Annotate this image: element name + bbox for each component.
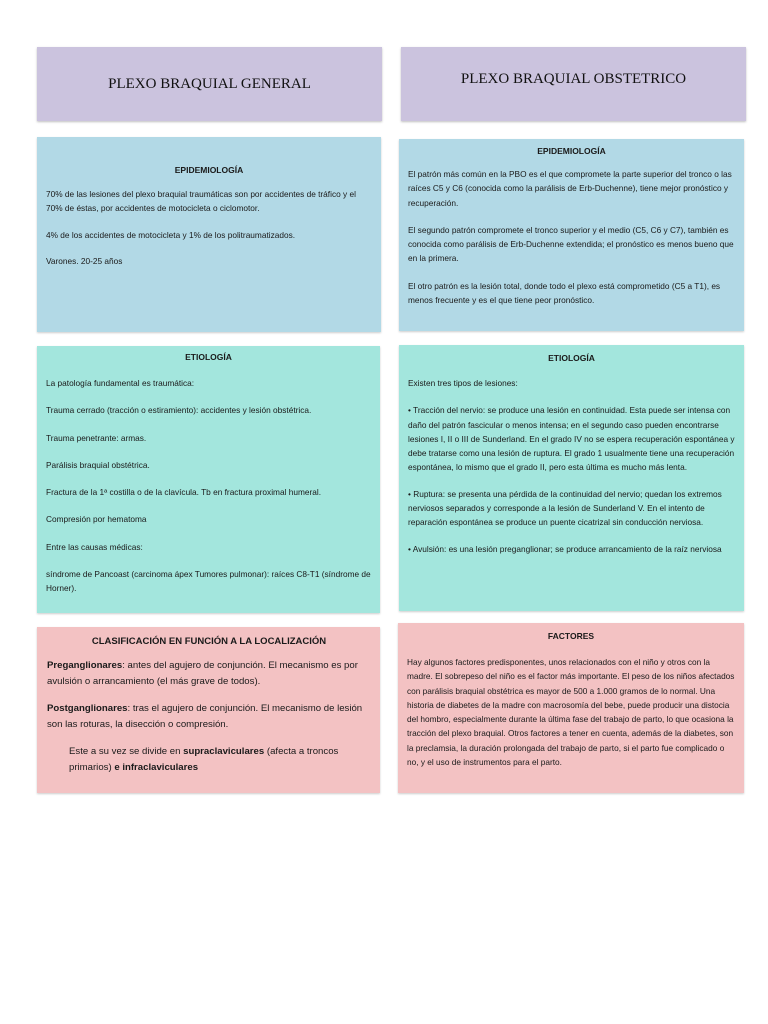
supraclaviculares-term: supraclaviculares bbox=[183, 746, 265, 757]
epidemiologia-obstetrico-p1: El patrón más común en la PBO es el que compromete la parte superior del tronco o las raíces C5 y C6 (conocida como la parálisis de Erb-Duchenne), tiene mejor pronóstico y recuperación. bbox=[408, 169, 732, 208]
etiologia-general-heading: ETIOLOGÍA bbox=[185, 352, 232, 362]
factores-card bbox=[398, 623, 744, 793]
clasificacion-card bbox=[37, 627, 380, 793]
etiologia-general-item: síndrome de Pancoast (carcinoma ápex Tumores pulmonar): raíces C8-T1 (síndrome de Horner). bbox=[46, 569, 371, 594]
postganglionares-term: Postganglionares bbox=[47, 703, 128, 714]
epidemiologia-general-p2: 4% de los accidentes de motocicleta y 1% de los politraumatizados. bbox=[46, 229, 296, 240]
title-general: PLEXO BRAQUIAL GENERAL bbox=[108, 75, 311, 92]
clasificacion-subdivision bbox=[47, 744, 371, 776]
postganglionares-text: : tras el agujero de conjunción. El mecanismo de lesión son las roturas, la disección o compresión. bbox=[47, 703, 363, 730]
epidemiologia-general-p3: Varones. 20-25 años bbox=[46, 255, 123, 266]
etiologia-obstetrico-bullet-ruptura: • Ruptura: se presenta una pérdida de la continuidad del nervio; quedan los extremos nerviosos separados y corresponde a la lesión de Sunderland V. En el intento de reparación espontánea se produce un puente cicatrizal sin conducción nerviosa. bbox=[408, 488, 722, 528]
infraclaviculares-term: e infraclaviculares bbox=[114, 762, 199, 773]
epidemiologia-obstetrico-p3: El otro patrón es la lesión total, donde todo el plexo está comprometido (C5 a T1), es menos frecuente y es el que tiene peor pronóstico. bbox=[408, 280, 721, 306]
preganglionares-text: : antes del agujero de conjunción. El mecanismo es por avulsión o arrancamiento (el más grave de todos). bbox=[47, 660, 358, 687]
etiologia-general-card bbox=[37, 346, 380, 613]
etiologia-general-item: Trauma cerrado (tracción o estiramiento): accidentes y lesión obstétrica. bbox=[46, 405, 312, 416]
etiologia-general-item: Fractura de la 1ª costilla o de la clavícula. Tb en fractura proximal humeral. bbox=[46, 487, 321, 498]
etiologia-general-item: Entre las causas médicas: bbox=[46, 541, 143, 552]
etiologia-obstetrico-bullet-traccion: • Tracción del nervio: se produce una lesión en continuidad. Esta puede ser intensa con daño del patrón fascicular o menos intensa; en el segundo caso pueden encontrarse lesiones I, II o III de Sunderland. En el grado IV no se espera recuperación espontánea y debe tratarse como una lesión de ruptura. El grado 1 usualmente tiene una recuperación espontánea, lo mismo que el grado II, pero esta última es mucho más lenta. bbox=[408, 405, 735, 473]
etiologia-obstetrico-card bbox=[399, 345, 744, 611]
epidemiologia-obstetrico-heading: EPIDEMIOLOGÍA bbox=[537, 146, 606, 156]
title-box-general bbox=[37, 47, 382, 121]
etiologia-general-item: Compresión por hematoma bbox=[46, 514, 147, 525]
clasificacion-postganglionares bbox=[47, 701, 371, 733]
preganglionares-term: Preganglionares bbox=[47, 660, 123, 671]
etiologia-obstetrico-intro: Existen tres tipos de lesiones: bbox=[408, 378, 518, 388]
etiologia-obstetrico-heading: ETIOLOGÍA bbox=[548, 353, 595, 363]
epidemiologia-obstetrico-card bbox=[399, 139, 744, 331]
title-obstetrico: PLEXO BRAQUIAL OBSTETRICO bbox=[460, 71, 687, 87]
etiologia-general-item: La patología fundamental es traumática: bbox=[46, 378, 195, 388]
epidemiologia-general-card bbox=[37, 137, 381, 332]
etiologia-general-item: Trauma penetrante: armas. bbox=[46, 432, 147, 443]
epidemiologia-obstetrico-p2: El segundo patrón compromete el tronco superior y el medio (C5, C6 y C7), también es conocida como parálisis de Erb-Duchenne extendida; el pronóstico es menos bueno que en la primera. bbox=[408, 224, 734, 264]
clasificacion-preganglionares bbox=[47, 658, 371, 690]
factores-heading: FACTORES bbox=[547, 631, 595, 641]
factores-text: Hay algunos factores predisponentes, unos relacionados con el niño y otros con la madre. El sobrepeso del niño es el factor más importante. El peso de los niños afectados con parálisis braquial obstétrica es mayor de 500 a 1.000 gramos de lo normal. Una historia de diabetes de la madre con macrosomía del bebe, puede producir una distocia del hombro, especialmente durante la última fase del trabajo de parto, lo que ocasiona la tracción del plexo braquial. Otros factores a tener en cuenta, además de la diabetes, son la preclamsia, la duración prolongada del trabajo de parto, si el parto fue complicado o no, y el uso de instrumentos para el parto. bbox=[407, 657, 735, 768]
epidemiologia-general-heading: EPIDEMIOLOGÍA bbox=[174, 165, 244, 175]
subdivision-text-c: (afecta a troncos primarios) bbox=[69, 746, 339, 773]
etiologia-obstetrico-bullet-avulsion: • Avulsión: es una lesión preganglionar; se produce arrancamiento de la raíz nerviosa bbox=[408, 543, 722, 554]
subdivision-text-a: Este a su vez se divide en bbox=[69, 746, 184, 757]
clasificacion-heading: CLASIFICACIÓN EN FUNCIÓN A LA LOCALIZACIÓN bbox=[91, 636, 327, 647]
etiologia-general-item: Parálisis braquial obstétrica. bbox=[46, 459, 150, 470]
title-box-obstetrico bbox=[401, 47, 746, 121]
epidemiologia-general-p1: 70% de las lesiones del plexo braquial traumáticas son por accidentes de tráfico y el 70% de éstas, por accidentes de motocicleta o ciclomotor. bbox=[46, 189, 356, 214]
